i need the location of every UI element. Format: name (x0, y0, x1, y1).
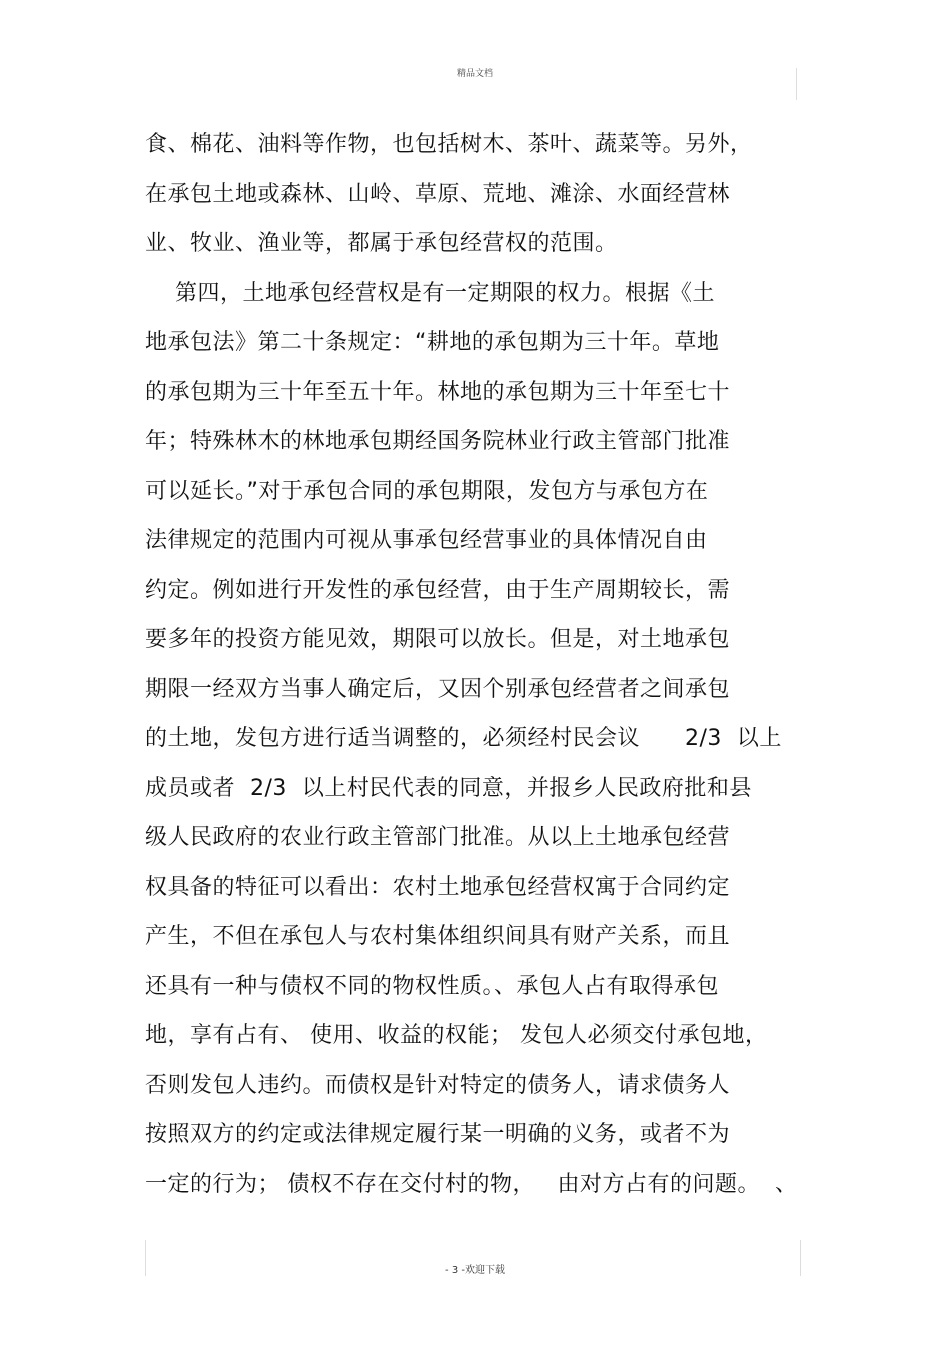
text-line: 的土地，发包方进行适当调整的，必须经村民会议 2/3 以上 (145, 726, 782, 751)
text-line: 按照双方的约定或法律规定履行某一明确的义务，或者不为 (145, 1122, 731, 1147)
text-line: 法律规定的范围内可视从事承包经营事业的具体情况自由 (145, 528, 708, 553)
text-line: 在承包土地或森林、山岭、草原、荒地、滩涂、水面经营林 (145, 181, 731, 207)
text-line: 可以延长。”对于承包合同的承包期限，发包方与承包方在 (145, 478, 709, 504)
text-line: 的承包期为三十年至五十年。林地的承包期为三十年至七十 (145, 379, 731, 405)
top-right-margin-mark (796, 68, 797, 100)
page-footer-label: - 3 -欢迎下载 (445, 1265, 505, 1276)
text-line: 地承包法》第二十条规定：“耕地的承包期为三十年。草地 (145, 330, 720, 355)
text-line: 地，享有占有、 使用、收益的权能； 发包人必须交付承包地， (145, 1023, 768, 1048)
page-header-label: 精品文档 (456, 69, 493, 79)
text-line: 否则发包人违约。而债权是针对特定的债务人，请求债务人 (145, 1072, 731, 1098)
text-line: 一定的行为； 债权不存在交付村的物， 由对方占有的问题。 、 (145, 1171, 798, 1197)
text-line: 权具备的特征可以看出：农村土地承包经营权寓于合同约定 (145, 874, 731, 900)
text-line: 第四，土地承包经营权是有一定期限的权力。根据《土 (145, 280, 715, 306)
text-line: 要多年的投资方能见效，期限可以放长。但是，对土地承包 (145, 627, 731, 652)
text-line: 期限一经双方当事人确定后，又因个别承包经营者之间承包 (145, 676, 731, 702)
document-body (145, 120, 825, 1209)
text-line: 级人民政府的农业行政主管部门批准。从以上土地承包经营 (145, 825, 731, 850)
text-line: 还具有一种与债权不同的物权性质。、承包人占有取得承包 (145, 973, 720, 999)
text-line: 成员或者 2/3 以上村民代表的同意，并报乡人民政府批和县 (145, 775, 752, 801)
text-line: 业、牧业、渔业等，都属于承包经营权的范围。 (145, 231, 618, 256)
text-line: 年；特殊林木的林地承包期经国务院林业行政主管部门批准 (145, 429, 731, 454)
text-line: 食、棉花、油料等作物，也包括树木、茶叶、蔬菜等。另外， (145, 132, 753, 157)
text-line: 约定。例如进行开发性的承包经营，由于生产周期较长，需 (145, 577, 731, 603)
text-line: 产生，不但在承包人与农村集体组织间具有财产关系，而且 (145, 924, 731, 949)
